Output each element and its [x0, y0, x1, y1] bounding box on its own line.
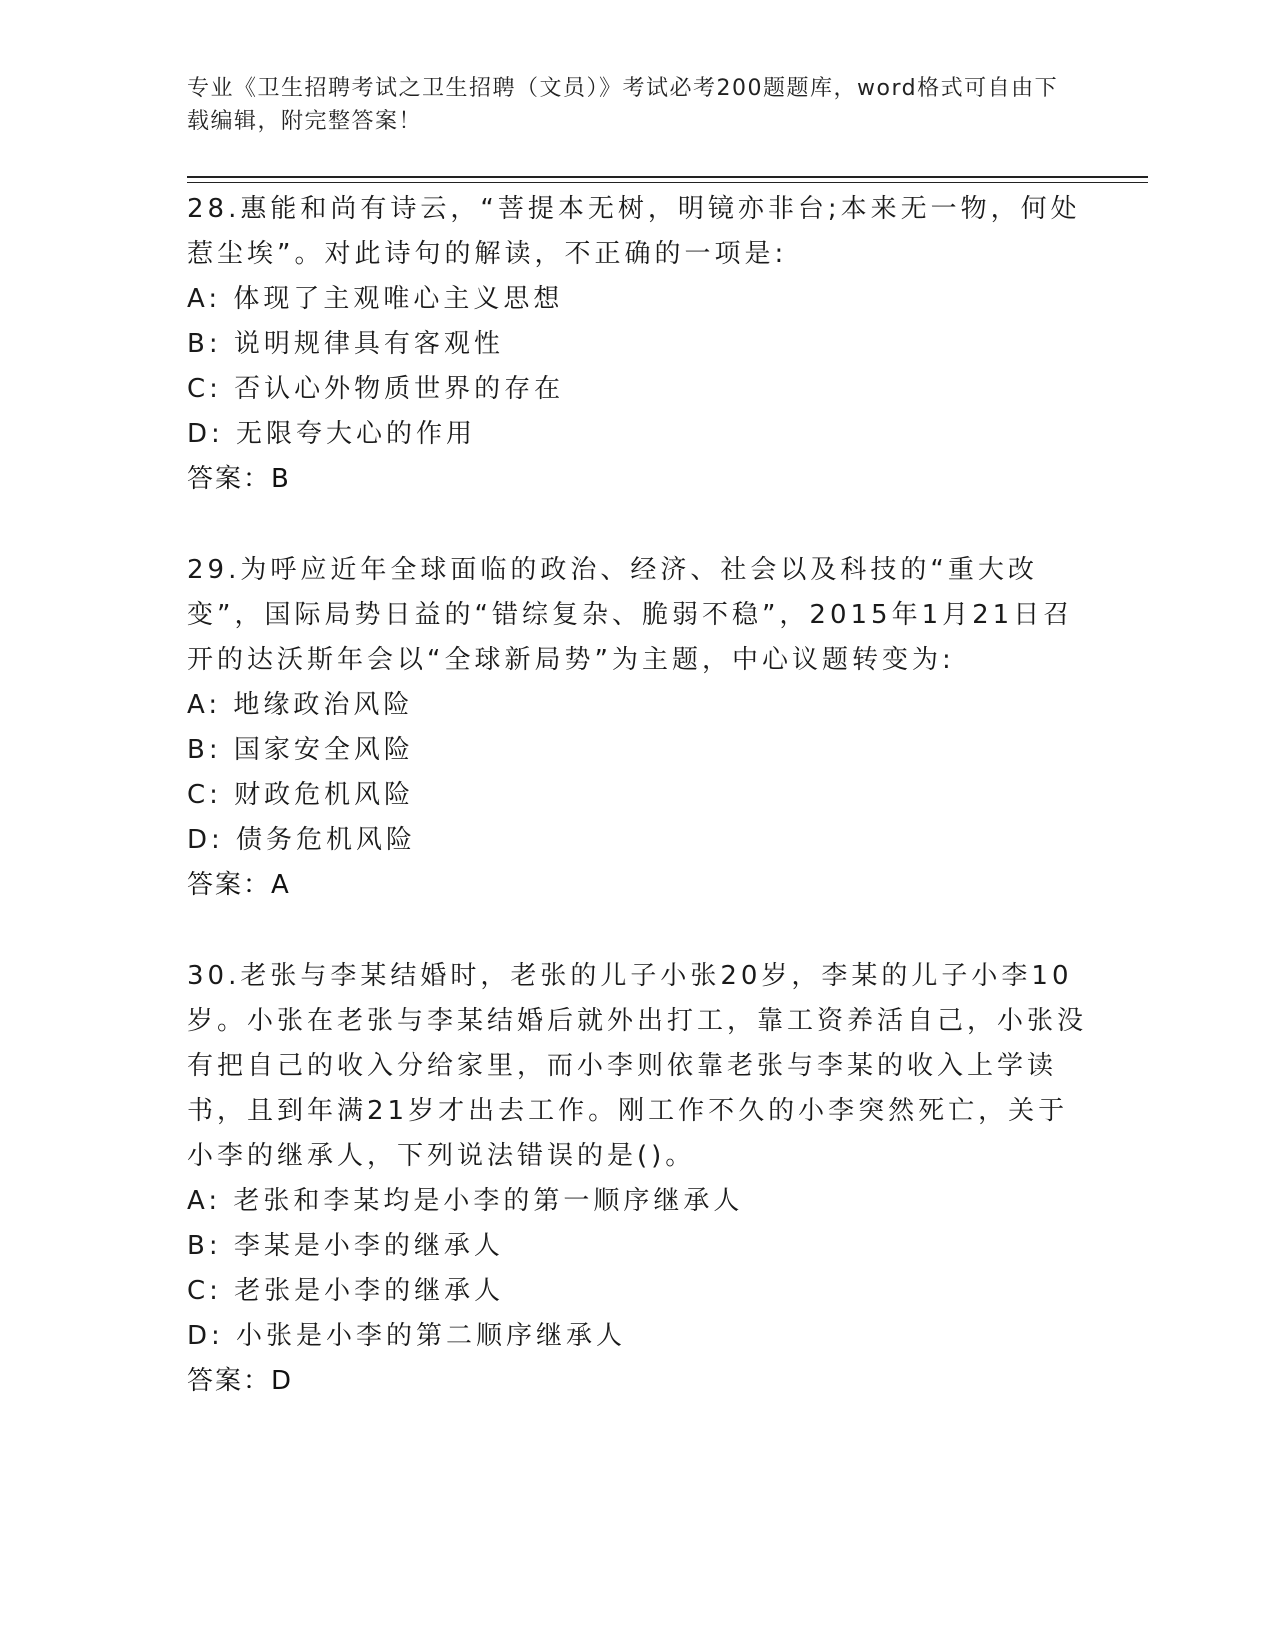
question-30 — [187, 954, 1087, 1404]
answer-line: 答案：D — [187, 1366, 294, 1396]
option-c: C: 老张是小李的继承人 — [187, 1276, 505, 1306]
question-29 — [187, 548, 1087, 908]
option-b: B: 说明规律具有客观性 — [187, 329, 504, 359]
answer-line: 答案：B — [187, 464, 291, 494]
header-divider-thin — [187, 182, 1148, 183]
option-b: B: 李某是小李的继承人 — [187, 1231, 504, 1261]
option-c: C: 财政危机风险 — [187, 780, 415, 810]
question-stem: 29.为呼应近年全球面临的政治、经济、社会以及科技的“重大改变”，国际局势日益的“错综复杂、脆弱不稳”，2015年1月21日召开的达沃斯年会以“全球新局势”为主题，中心议题转变为: — [187, 555, 1074, 675]
option-a: A: 地缘政治风险 — [187, 690, 414, 720]
header-divider-thick — [187, 176, 1148, 178]
question-list — [187, 187, 1087, 1450]
question-28 — [187, 187, 1087, 502]
option-d: D: 小张是小李的第二顺序继承人 — [187, 1321, 627, 1351]
option-a: A: 老张和李某均是小李的第一顺序继承人 — [187, 1186, 744, 1216]
option-b: B: 国家安全风险 — [187, 735, 414, 765]
option-d: D: 债务危机风险 — [187, 825, 417, 855]
answer-line: 答案：A — [187, 870, 291, 900]
option-a: A: 体现了主观唯心主义思想 — [187, 284, 564, 314]
option-c: C: 否认心外物质世界的存在 — [187, 374, 565, 404]
option-d: D: 无限夸大心的作用 — [187, 419, 477, 449]
question-stem: 30.老张与李某结婚时，老张的儿子小张20岁，李某的儿子小李10岁。小张在老张与李某结婚后就外出打工，靠工资养活自己，小张没有把自己的收入分给家里，而小李则依靠老张与李某的收入上学读书，且到年满21岁才出去工作。刚工作不久的小李突然死亡，关于小李的继承人，下列说法错误的是()。 — [187, 961, 1088, 1171]
document-header: 专业《卫生招聘考试之卫生招聘（文员）》考试必考200题题库，word格式可自由下载编辑，附完整答案！ — [187, 76, 1059, 134]
question-stem: 28.惠能和尚有诗云，“菩提本无树，明镜亦非台;本来无一物，何处惹尘埃”。对此诗句的解读，不正确的一项是: — [187, 194, 1081, 269]
